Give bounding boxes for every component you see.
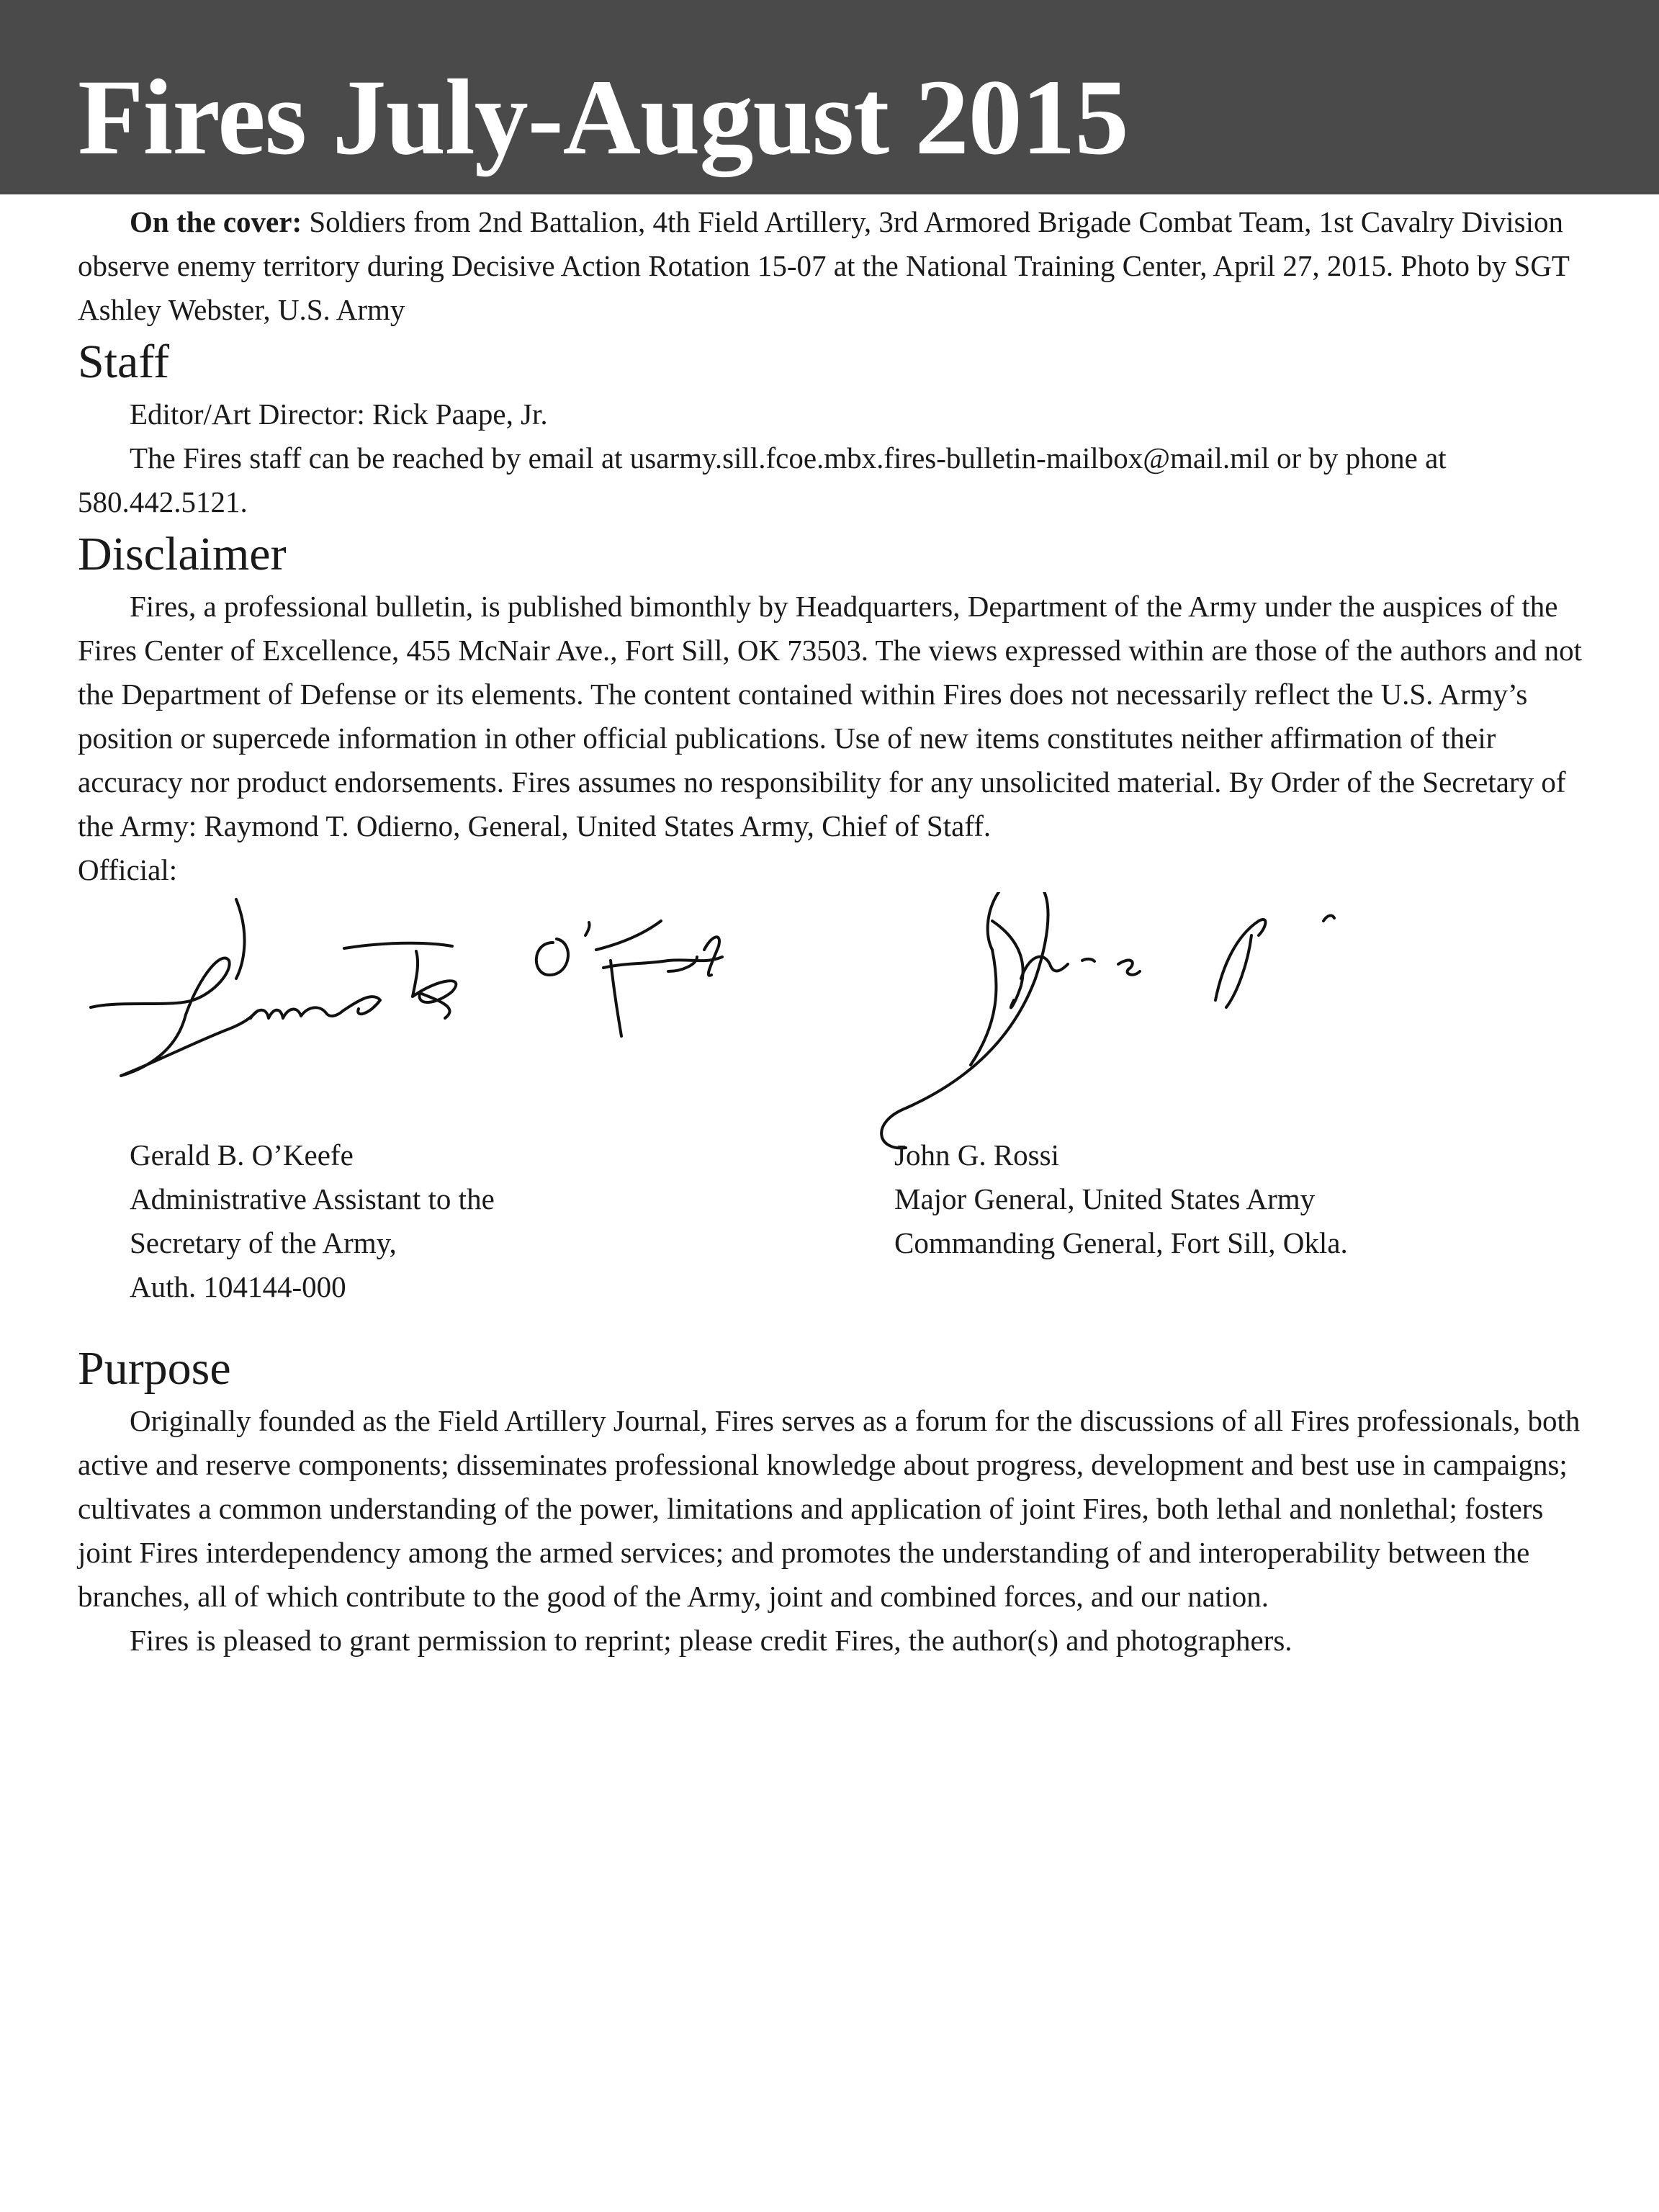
signatory-title-line: Commanding General, Fort Sill, Okla. bbox=[894, 1226, 1348, 1259]
signatory-okeefe bbox=[130, 1133, 495, 1309]
purpose-text: Originally founded as the Field Artillery Journal, Fires serves as a forum for the discussions of all Fires professionals, both active and reserve components; disseminates professional knowledge about progress, development and best use in campaigns; cultivates a common understanding of the power, limitations and application of joint Fires, both lethal and nonlethal; fosters joint Fires interdependency among the armed services; and promotes the understanding of and interoperability between the branches, all of which contribute to the good of the Army, joint and combined forces, and our nation. bbox=[78, 1404, 1581, 1613]
page-title: Fires July-August 2015 bbox=[78, 58, 1128, 177]
cover-paragraph bbox=[78, 200, 1590, 332]
purpose-heading: Purpose bbox=[78, 1342, 231, 1395]
disclaimer-text: Fires, a professional bulletin, is published bimonthly by Headquarters, Department of the Army under the auspices of the Fires Center of Excellence, 455 McNair Ave., Fort Sill, OK 73503. The views expressed within are those of the authors and not the Department of Defense or its elements. The content contained within Fires does not necessarily reflect the U.S. Army’s position or supercede information in other official publications. Use of new items constitutes neither affirmation of their accuracy nor product endorsements. Fires assumes no responsibility for any unsolicited material. By Order of the Secretary of the Army: Raymond T. Odierno, General, United States Army, Chief of Staff. bbox=[78, 590, 1583, 842]
cover-text: Soldiers from 2nd Battalion, 4th Field Artillery, 3rd Armored Brigade Combat Team, 1st Cavalry Division observe enemy territory during Decisive Action Rotation 15-07 at the National Training Center, April 27, 2015. Photo by SGT Ashley Webster, U.S. Army bbox=[78, 205, 1570, 326]
cover-label: On the cover: bbox=[130, 205, 302, 238]
header-bar bbox=[0, 0, 1659, 194]
signature-okeefe bbox=[91, 899, 722, 1076]
official-label: Official: bbox=[78, 853, 178, 886]
staff-contact: The Fires staff can be reached by email at usarmy.sill.fcoe.mbx.fires-bulletin-mailbox@mail.mil or by phone at 580.442.5121. bbox=[78, 441, 1447, 518]
signatory-auth: Auth. 104144-000 bbox=[130, 1270, 346, 1303]
signature-rossi bbox=[881, 892, 1334, 1148]
signatory-title-line: Secretary of the Army, bbox=[130, 1226, 397, 1259]
reprint-notice: Fires is pleased to grant permission to reprint; please credit Fires, the author(s) and photographers. bbox=[130, 1624, 1292, 1657]
main-content bbox=[78, 200, 1590, 1663]
signature-block bbox=[78, 892, 1590, 1339]
signatory-name: Gerald B. O’Keefe bbox=[130, 1138, 354, 1172]
signatory-rossi bbox=[894, 1133, 1348, 1265]
signatory-title-line: Administrative Assistant to the bbox=[130, 1182, 495, 1215]
signatory-title-line: Major General, United States Army bbox=[894, 1182, 1316, 1215]
staff-heading: Staff bbox=[78, 336, 170, 388]
staff-editor: Editor/Art Director: Rick Paape, Jr. bbox=[130, 397, 548, 431]
signatory-name: John G. Rossi bbox=[894, 1138, 1059, 1172]
disclaimer-heading: Disclaimer bbox=[78, 528, 287, 580]
